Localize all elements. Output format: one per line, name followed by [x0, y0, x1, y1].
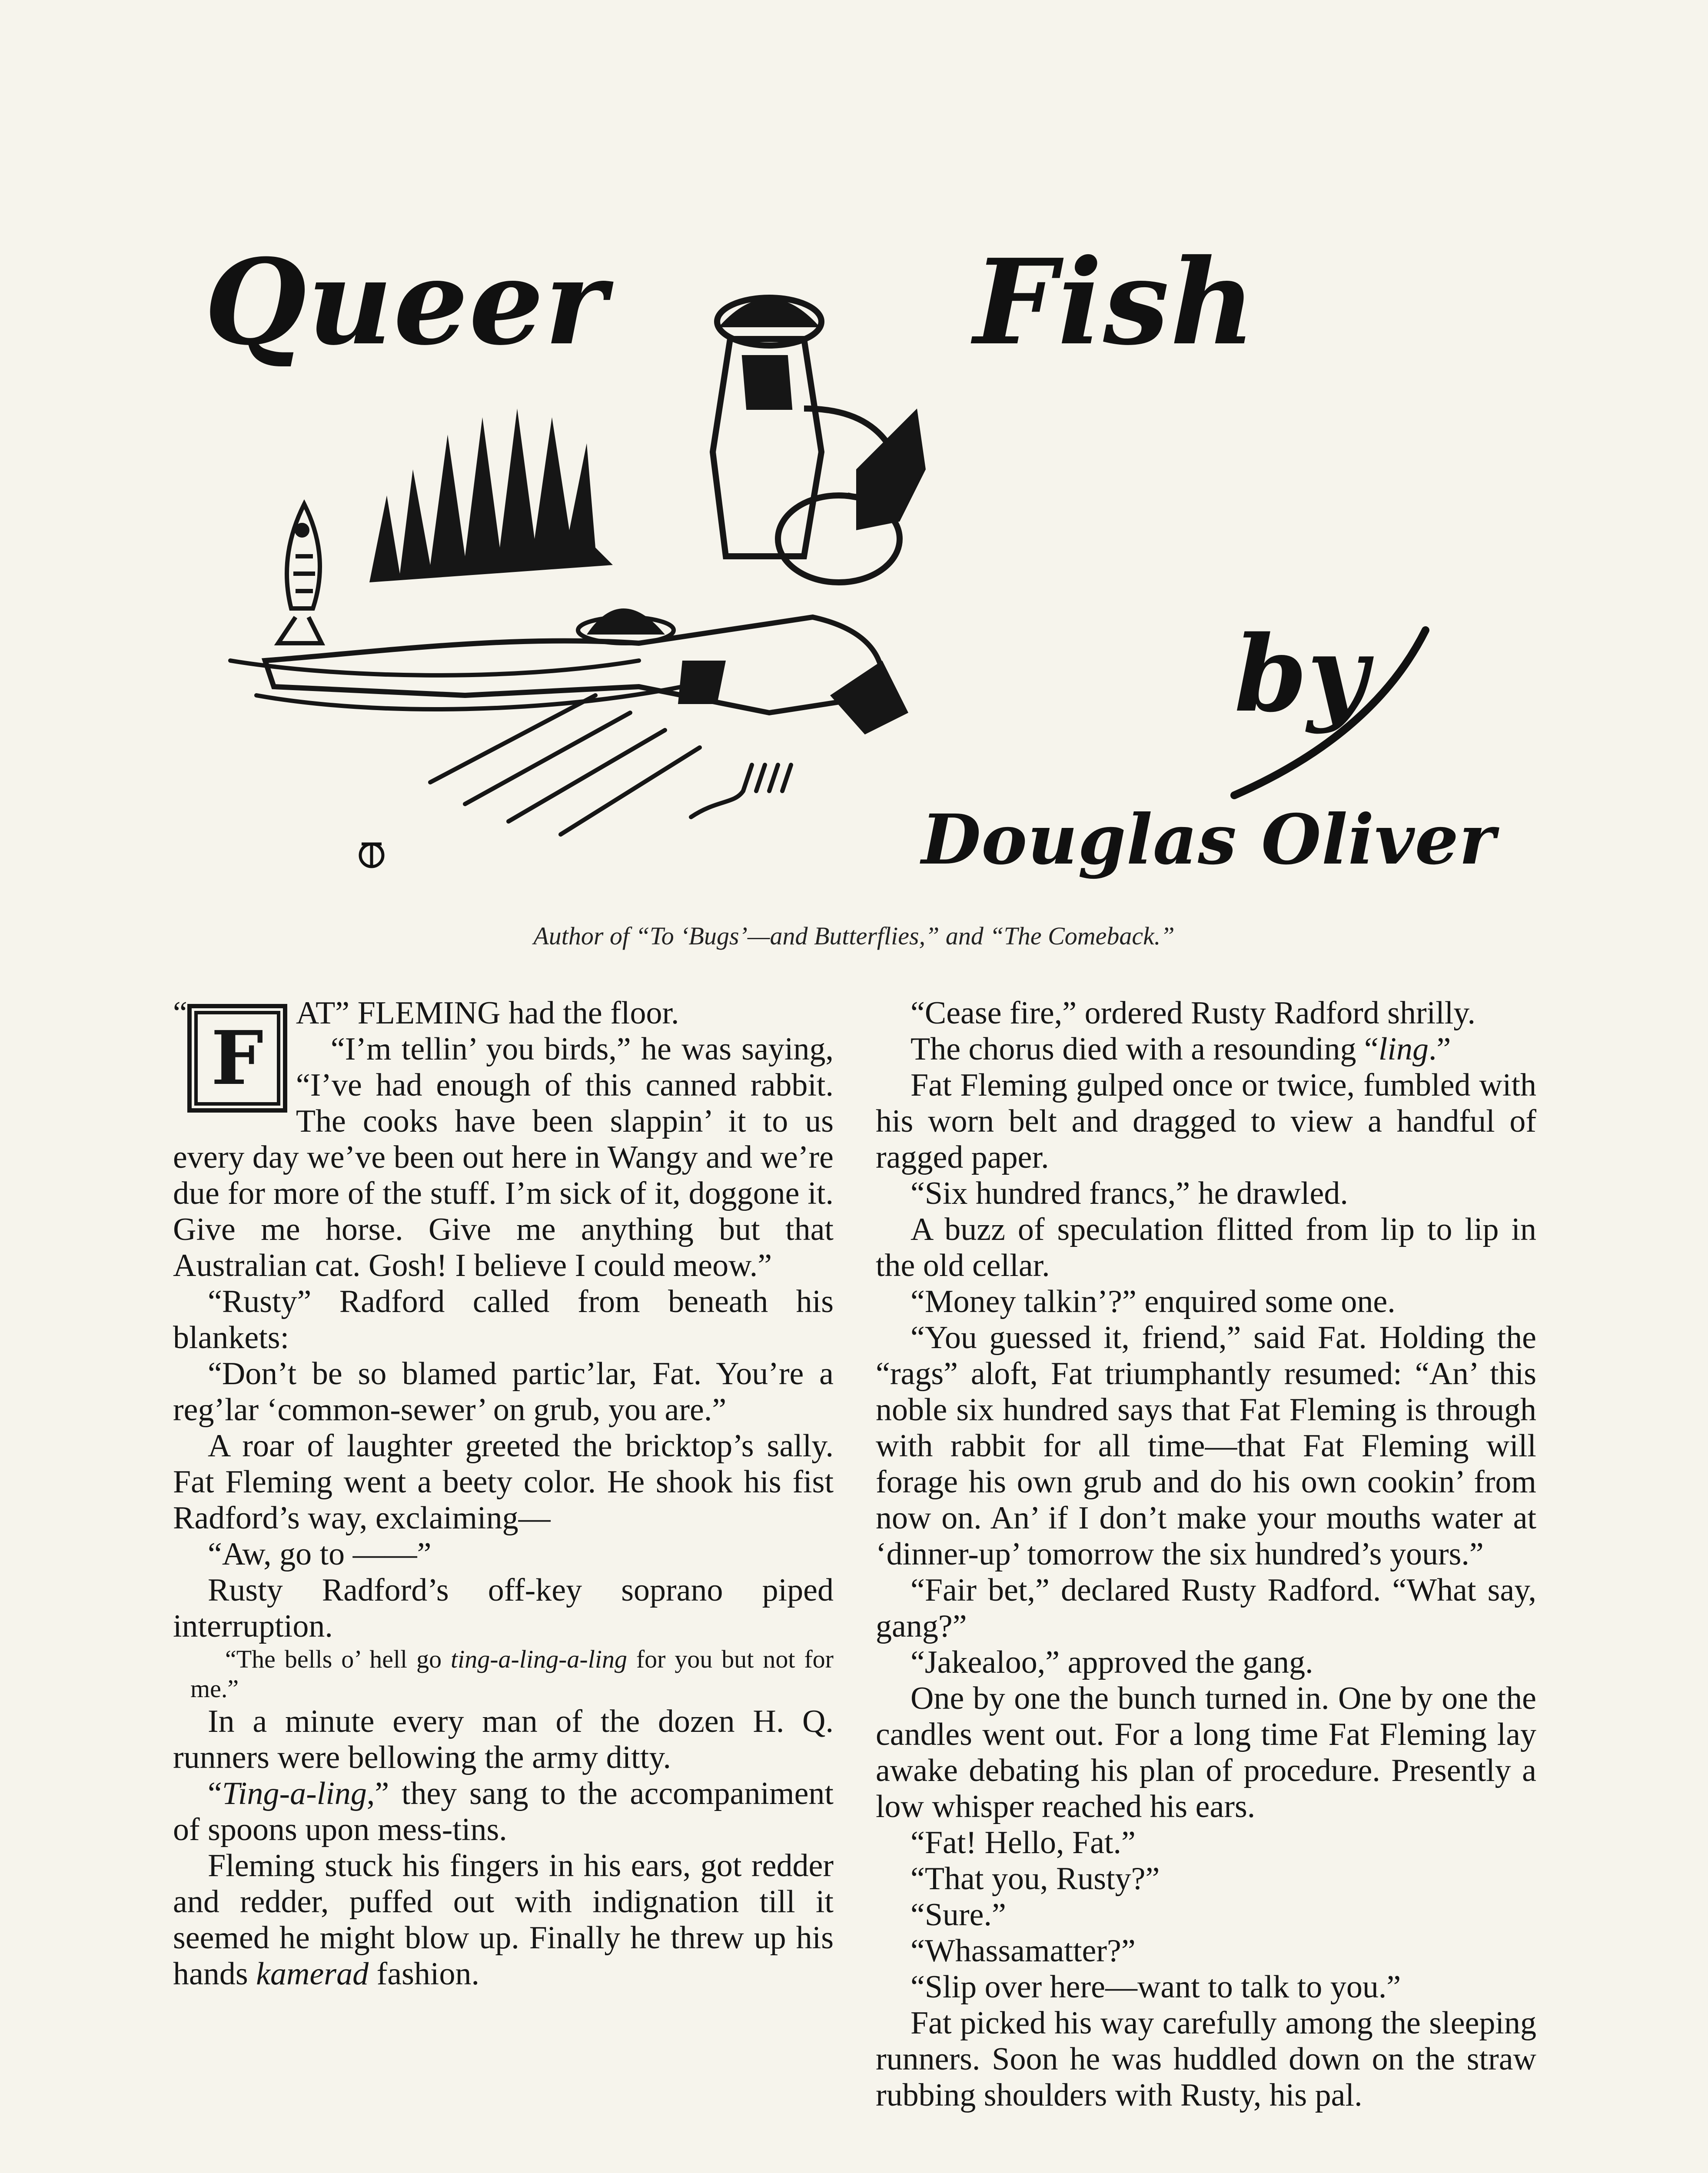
paragraph: “Fair bet,” declared Rusty Radford. “What say, gang?”: [876, 1572, 1536, 1644]
left-column: [173, 995, 834, 1992]
paragraph: Rusty Radford’s off-key soprano piped interruption.: [173, 1572, 834, 1644]
byline-by: by: [1234, 613, 1368, 735]
title-queer: Queer: [204, 233, 608, 371]
paragraph: “Cease fire,” ordered Rusty Radford shrilly.: [910, 995, 1476, 1031]
paragraph: “Don’t be so blamed partic’lar, Fat. You’re a reg’lar ‘common-sewer’ on grub, you are.”: [173, 1356, 834, 1428]
opening-line: AT” FLEMING had the floor.: [296, 995, 679, 1031]
paragraph: One by one the bunch turned in. One by one the candles went out. For a long time Fat Fleming lay awake debating his plan of procedure. Presently a low whisper reached his ears.: [876, 1681, 1536, 1824]
paragraph: A buzz of speculation flitted from lip to lip in the old cellar.: [876, 1212, 1536, 1283]
paragraph: “Aw, go to ——”: [208, 1536, 432, 1572]
paragraph: “You guessed it, friend,” said Fat. Holding the “rags” aloft, Fat triumphantly resumed: “An’ this noble six hundred says that Fat Fleming is through with rabbit for all time—that Fat Fleming will forage his own grub and do his own cookin’ from now on. An’ if I don’t make your mouths water at ‘dinner-up’ tomorrow the six hundred’s yours.”: [876, 1320, 1536, 1572]
paragraph: Fat picked his way carefully among the sleeping runners. Soon he was huddled down on the straw rubbing shoulders with Rusty, his pal.: [876, 2005, 1536, 2113]
paragraph: Fat Fleming gulped once or twice, fumbled with his worn belt and dragged to view a handful of ragged paper.: [876, 1067, 1536, 1175]
artist-monogram-icon: [356, 839, 387, 869]
paragraph: In a minute every man of the dozen H. Q. runners were bellowing the army ditty.: [173, 1704, 834, 1775]
title-fish: Fish: [974, 233, 1256, 371]
paragraph: “Fat! Hello, Fat.”: [910, 1825, 1136, 1861]
dropcap-letter: F: [187, 1004, 287, 1113]
paragraph: “Six hundred francs,” he drawled.: [910, 1176, 1348, 1211]
paragraph: “That you, Rusty?”: [910, 1861, 1160, 1897]
paragraph: “Rusty” Radford called from beneath his blankets:: [173, 1284, 834, 1356]
paragraph: “Whassamatter?”: [910, 1933, 1136, 1969]
paragraph: “Slip over here—want to talk to you.”: [910, 1969, 1401, 2005]
soldiers-illustration: [204, 226, 1108, 891]
paragraph: The chorus died with a resounding “ling.”: [910, 1031, 1451, 1067]
paragraph: “Ting-a-ling,” they sang to the accompaniment of spoons upon mess-tins.: [173, 1776, 834, 1847]
author-name: Douglas Oliver: [921, 800, 1496, 880]
paragraph: “Money talkin’?” enquired some one.: [910, 1284, 1396, 1319]
paragraph: Fleming stuck his fingers in his ears, got redder and redder, puffed out with indignation till it seemed he might blow up. Finally he threw up his hands kamerad fashion.: [173, 1848, 834, 1992]
paragraph: “Sure.”: [910, 1897, 1006, 1933]
dropcap-quote: “: [173, 995, 187, 1031]
paragraph: “Jakealoo,” approved the gang.: [910, 1645, 1313, 1680]
song-verse: “The bells o’ hell go ting-a-ling-a-ling for you but not for me.”: [190, 1645, 834, 1703]
paragraph: “I’m tellin’ you birds,” he was saying, “I’ve had enough of this canned rabbit. The cooks have been slappin’ it to us every day we’ve been out here in Wangy and we’re due for more of the stuff. I’m sick of it, doggone it. Give me horse. Give me anything but that Australian cat. Gosh! I believe I could meow.”: [173, 1031, 834, 1283]
author-credit: Author of “To ‘Bugs’—and Butterflies,” and “The Comeback.”: [533, 922, 1175, 950]
paragraph: A roar of laughter greeted the bricktop’s sally. Fat Fleming went a beety color. He shook his fist Radford’s way, exclaiming—: [173, 1428, 834, 1536]
right-column: [876, 995, 1536, 2113]
